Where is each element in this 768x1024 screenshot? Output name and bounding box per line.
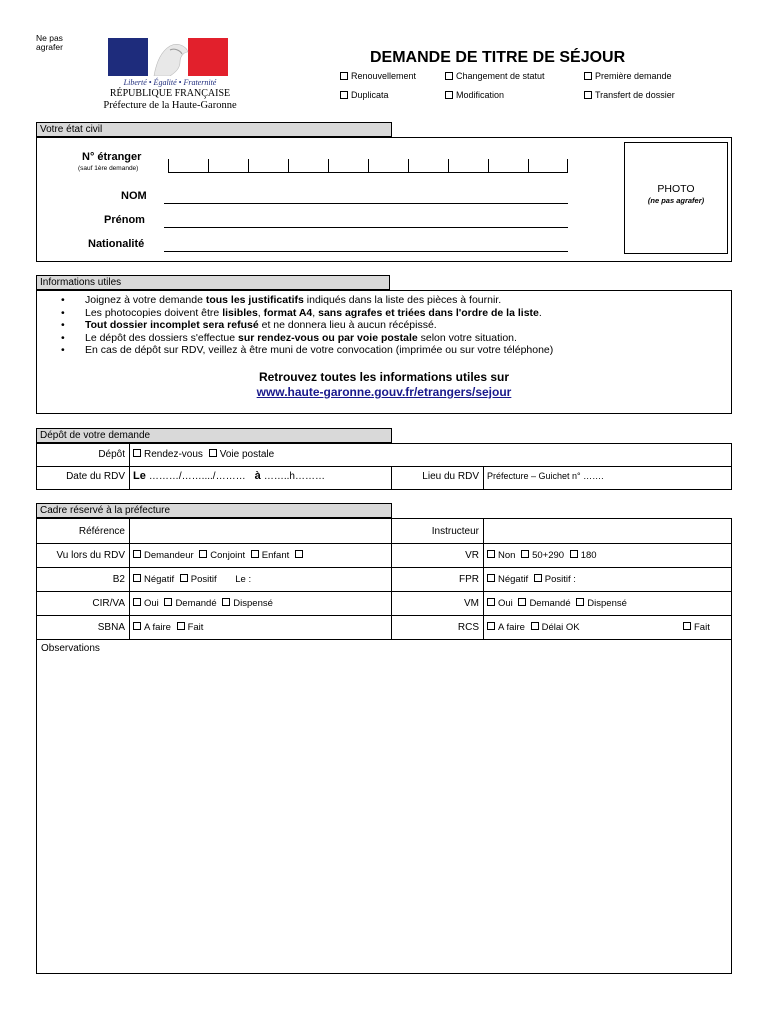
digit-separator	[208, 159, 209, 172]
fpr-options	[487, 574, 576, 585]
checkbox-icon[interactable]	[487, 574, 495, 582]
b2-le-label: Le :	[235, 574, 252, 585]
option-label: Délai OK	[541, 622, 580, 633]
checkbox-icon[interactable]	[133, 550, 141, 558]
vr-options	[487, 550, 597, 561]
digit-separator	[368, 159, 369, 172]
info-item	[37, 294, 731, 307]
option-label: Fait	[187, 622, 204, 633]
checkbox-duplicata[interactable]	[340, 90, 389, 100]
checkbox-icon[interactable]	[340, 72, 348, 80]
vu-rdv-label: Vu lors du RDV	[56, 550, 125, 561]
checkbox-icon[interactable]	[180, 574, 188, 582]
option-label: Enfant	[261, 550, 290, 561]
checkbox-icon[interactable]	[521, 550, 529, 558]
col-divider	[391, 466, 392, 489]
cirva-options	[133, 598, 273, 609]
checkbox-icon[interactable]	[340, 91, 348, 99]
date-rdv-label: Date du RDV	[66, 471, 125, 482]
republic-logo	[90, 36, 250, 116]
checkbox-icon[interactable]	[487, 598, 495, 606]
info-item	[37, 332, 731, 345]
nationalite-label: Nationalité	[88, 238, 145, 250]
cadre-table	[36, 518, 732, 974]
option-label: Dispensé	[233, 598, 273, 609]
etranger-note: (sauf 1ère demande)	[78, 165, 139, 172]
row-divider	[37, 466, 731, 467]
option-label: Oui	[498, 598, 513, 609]
info-text: En cas de dépôt sur RDV, veillez à être muni de votre convocation (imprimée ou sur votre téléphone)	[85, 344, 554, 356]
section-header-cadre: Cadre réservé à la préfecture	[36, 503, 392, 518]
option-label: Dispensé	[587, 598, 627, 609]
checkbox-icon[interactable]	[576, 598, 584, 606]
checkbox-icon[interactable]	[584, 72, 592, 80]
date-dots: ………/……..../………	[148, 471, 246, 482]
depot-options	[133, 449, 274, 460]
checkbox-icon[interactable]	[445, 91, 453, 99]
checkbox-icon[interactable]	[209, 449, 217, 457]
time-dots: ……..h………	[263, 471, 325, 482]
corner-note-line2: agrafer	[36, 42, 63, 52]
marianne-flag-icon	[108, 38, 228, 76]
checkbox-label: Changement de statut	[456, 71, 545, 81]
checkbox-icon[interactable]	[570, 550, 578, 558]
depot-table	[36, 443, 732, 490]
digit-separator	[408, 159, 409, 172]
info-text: selon votre situation.	[417, 331, 517, 344]
nom-label: NOM	[121, 190, 147, 202]
info-link-wrap	[37, 385, 731, 399]
cirva-label: CIR/VA	[92, 598, 125, 609]
digit-separator	[488, 159, 489, 172]
retrouvez-text: Retrouvez toutes les informations utiles sur	[258, 370, 510, 384]
nationalite-field[interactable]	[164, 251, 568, 252]
checkbox-renouvellement[interactable]	[340, 71, 416, 81]
checkbox-label: Première demande	[595, 71, 672, 81]
page-title: DEMANDE DE TITRE DE SÉJOUR	[370, 49, 626, 66]
checkbox-label: Modification	[456, 90, 505, 100]
vu-rdv-options	[133, 550, 306, 561]
vr-label: VR	[465, 550, 479, 561]
observations-field[interactable]	[37, 640, 731, 972]
checkbox-icon[interactable]	[518, 598, 526, 606]
prenom-label: Prénom	[104, 214, 145, 226]
info-text: Les photocopies doivent être	[85, 306, 223, 319]
lieu-rdv-value[interactable]: Préfecture – Guichet n° …….	[487, 471, 604, 481]
option-label: 50+290	[532, 550, 565, 561]
digit-separator	[168, 159, 169, 172]
le-label: Le	[133, 470, 146, 482]
checkbox-label: Renouvellement	[351, 71, 417, 81]
checkbox-label: Transfert de dossier	[595, 90, 675, 100]
info-emphasis: lisibles	[222, 306, 258, 319]
info-emphasis: format A4	[263, 306, 313, 319]
checkbox-icon[interactable]	[222, 598, 230, 606]
info-item	[37, 319, 731, 332]
digit-separator	[448, 159, 449, 172]
checkbox-transfert-dossier[interactable]	[584, 90, 675, 100]
corner-note	[36, 34, 63, 52]
option-label: Positif	[190, 574, 217, 585]
b2-label: B2	[112, 574, 125, 585]
checkbox-icon[interactable]	[584, 91, 592, 99]
depot-postale-label: Voie postale	[219, 449, 275, 460]
infos-box	[36, 290, 732, 414]
checkbox-icon[interactable]	[487, 550, 495, 558]
reference-label: Référence	[78, 526, 125, 537]
nom-field[interactable]	[164, 203, 568, 204]
rcs-fait-option	[683, 622, 710, 633]
option-label: Conjoint	[210, 550, 246, 561]
info-list	[37, 294, 731, 357]
info-text: Joignez à votre demande	[85, 294, 206, 306]
checkbox-icon[interactable]	[164, 598, 172, 606]
col-divider	[129, 444, 130, 489]
checkbox-premiere-demande[interactable]	[584, 71, 672, 81]
col-divider	[483, 466, 484, 489]
digit-separator	[567, 159, 568, 172]
depot-label: Dépôt	[98, 449, 125, 460]
col-divider	[129, 519, 130, 639]
checkbox-label: Duplicata	[351, 90, 389, 100]
checkbox-modification[interactable]	[445, 90, 504, 100]
option-label: Oui	[144, 598, 159, 609]
motto: Liberté • Égalité • Fraternité	[123, 78, 217, 87]
rcs-label: RCS	[457, 622, 479, 633]
checkbox-icon[interactable]	[683, 622, 691, 630]
rcs-options	[487, 622, 580, 633]
checkbox-icon[interactable]	[487, 622, 495, 630]
sbna-label: SBNA	[97, 622, 125, 633]
option-label: A faire	[144, 622, 171, 633]
checkbox-icon[interactable]	[133, 449, 141, 457]
option-label: Négatif	[498, 574, 529, 585]
checkbox-icon[interactable]	[251, 550, 259, 558]
b2-options	[133, 574, 251, 585]
info-emphasis: sans agrafes et triées dans l'ordre de la liste	[318, 306, 539, 319]
lieu-rdv-label: Lieu du RDV	[422, 471, 479, 482]
info-text: Le dépôt des dossiers s'effectue	[85, 331, 238, 344]
info-emphasis: Tout dossier incomplet sera refusé	[85, 319, 259, 331]
etranger-label: N° étranger	[82, 151, 142, 163]
date-rdv-field[interactable]	[133, 470, 325, 482]
observations-label: Observations	[41, 643, 100, 654]
info-item	[37, 344, 731, 357]
option-label: 180	[580, 550, 597, 561]
option-label: Non	[498, 550, 516, 561]
option-label: Demandeur	[144, 550, 194, 561]
checkbox-icon[interactable]	[177, 622, 185, 630]
prefecture-name: Préfecture de la Haute-Garonne	[103, 100, 237, 111]
checkbox-icon[interactable]	[534, 574, 542, 582]
field-underline	[168, 172, 568, 173]
row-divider	[37, 543, 731, 544]
info-emphasis: tous les justificatifs	[205, 294, 304, 306]
option-label: Demandé	[175, 598, 217, 609]
row-divider	[37, 591, 731, 592]
vm-options	[487, 598, 627, 609]
a-label: à	[254, 470, 261, 482]
checkbox-icon[interactable]	[295, 550, 303, 558]
digit-separator	[288, 159, 289, 172]
section-header-etat-civil: Votre état civil	[36, 122, 392, 137]
info-item	[37, 307, 731, 320]
option-label: Négatif	[144, 574, 175, 585]
option-label: A faire	[498, 622, 525, 633]
corner-note-line1: Ne pas	[36, 33, 63, 43]
etranger-number-field[interactable]	[168, 159, 568, 173]
info-emphasis: sur rendez-vous ou par voie postale	[238, 331, 418, 344]
digit-separator	[248, 159, 249, 172]
sbna-options	[133, 622, 203, 633]
checkbox-icon[interactable]	[199, 550, 207, 558]
republic-name: RÉPUBLIQUE FRANÇAISE	[109, 88, 231, 99]
option-label: Fait	[694, 622, 710, 633]
photo-label: PHOTO	[657, 183, 695, 195]
instructeur-label: Instructeur	[431, 526, 479, 537]
checkbox-icon[interactable]	[133, 598, 141, 606]
prenom-field[interactable]	[164, 227, 568, 228]
checkbox-icon[interactable]	[133, 574, 141, 582]
info-text: .	[538, 306, 542, 319]
section-header-infos: Informations utiles	[36, 275, 390, 290]
option-label: Demandé	[529, 598, 571, 609]
digit-separator	[528, 159, 529, 172]
depot-rdv-label: Rendez-vous	[144, 449, 203, 460]
option-label: Positif :	[544, 574, 576, 585]
photo-box[interactable]	[624, 142, 728, 254]
info-text: ,	[257, 306, 264, 319]
fpr-label: FPR	[459, 574, 479, 585]
photo-note: (ne pas agrafer)	[647, 196, 705, 205]
info-text: indiqués dans la liste des pièces à fournir.	[303, 294, 502, 306]
info-text: ,	[312, 306, 319, 319]
checkbox-changement-statut[interactable]	[445, 71, 545, 81]
website-link[interactable]: www.haute-garonne.gouv.fr/etrangers/sejour	[256, 385, 512, 399]
vm-label: VM	[464, 598, 479, 609]
row-divider	[37, 615, 731, 616]
checkbox-icon[interactable]	[531, 622, 539, 630]
row-divider	[37, 567, 731, 568]
info-text: et ne donnera lieu à aucun récépissé.	[258, 319, 437, 331]
col-divider	[483, 519, 484, 639]
col-divider	[391, 519, 392, 639]
digit-separator	[328, 159, 329, 172]
checkbox-icon[interactable]	[133, 622, 141, 630]
section-header-depot: Dépôt de votre demande	[36, 428, 392, 443]
checkbox-icon[interactable]	[445, 72, 453, 80]
